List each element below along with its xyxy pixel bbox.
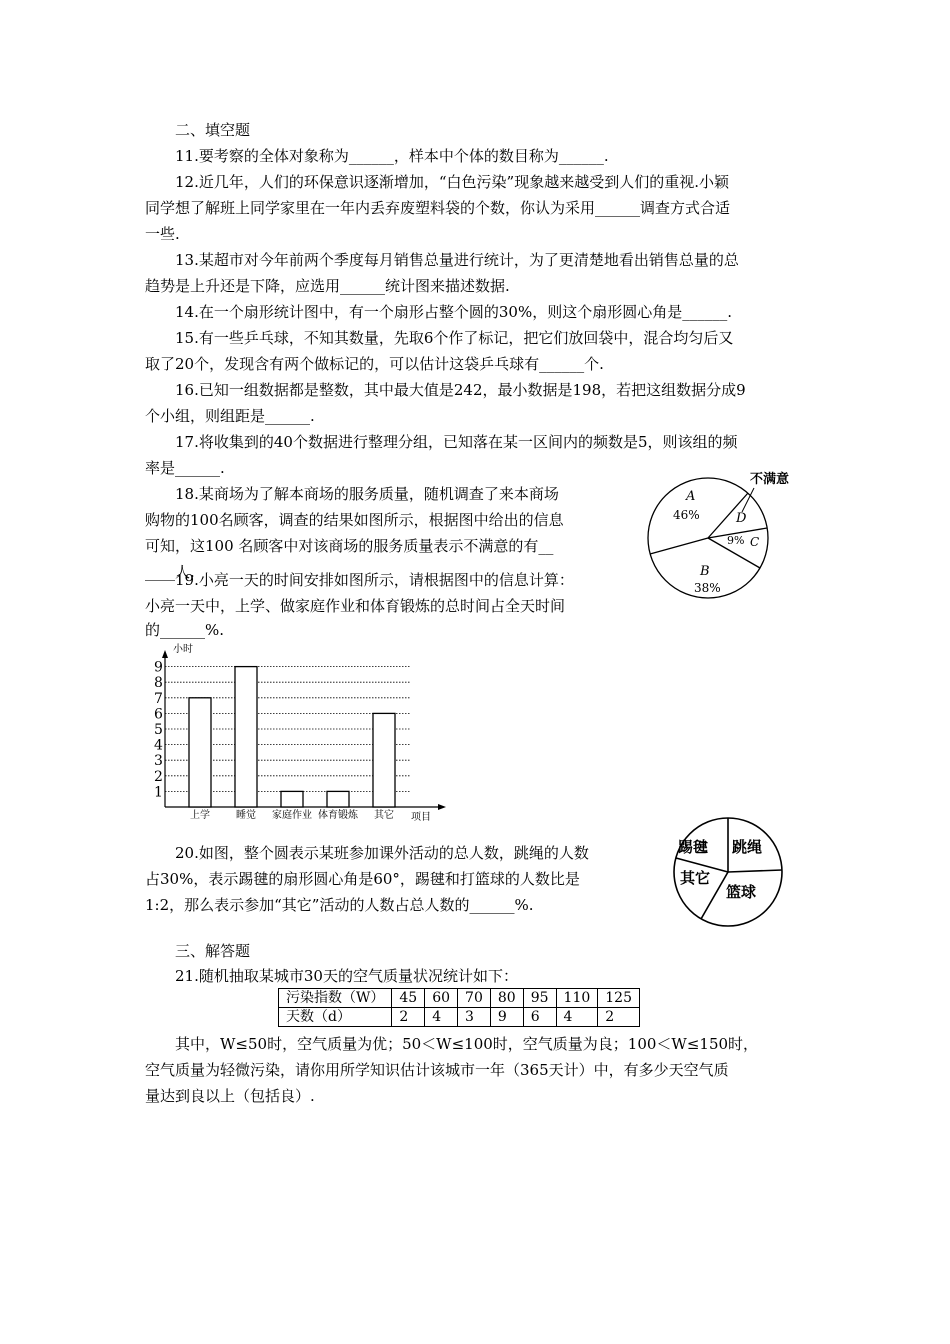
slice-a-label: A [686,489,696,504]
category-label: 上学 [190,810,210,821]
y-tick-label: 1 [154,784,163,801]
table-cell: 80 [490,989,523,1008]
section-title: 二、填空题 [175,121,251,139]
category-label: 睡觉 [236,810,256,821]
slice-b-percent: 38% [694,581,721,595]
table-cell: 45 [392,989,425,1008]
table-cell: 3 [458,1008,491,1027]
question-20-line2: 占30%，表示踢毽的扇形圆心角是60°，踢毽和打篮球的人数比是 [145,870,580,888]
table-cell: 2 [598,1008,640,1027]
slice-tijian-label: 踢毽 [678,838,709,856]
slice-a-percent: 46% [673,508,700,522]
question-12-line1: 12.近几年，人们的环保意识逐渐增加，“白色污染”现象越来越受到人们的重视.小颖 [175,173,729,191]
x-axis-arrow [438,804,446,810]
question-11: 11.要考察的全体对象称为______，样本中个体的数目称为______. [175,147,609,165]
y-tick-label: 5 [154,722,163,738]
time-bar-chart [140,640,460,825]
question-12-line3: 一些. [145,225,180,243]
question-20-line3: 1:2，那么表示参加“其它”活动的人数占总人数的______%. [145,896,534,914]
bar-3 [327,791,349,807]
y-tick-label: 9 [154,659,163,676]
table-cell: 110 [556,989,598,1008]
question-16-line1: 16.已知一组数据都是整数，其中最大值是242，最小数据是198，若把这组数据分成9 [175,381,746,399]
question-21-line2: 空气质量为轻微污染，请你用所学知识估计该城市一年（365天计）中，有多少天空气质 [145,1061,729,1079]
y-tick-label: 6 [154,706,163,723]
bar-0 [189,698,211,807]
question-21-line3: 量达到良以上（包括良）. [145,1087,315,1105]
table-header-cell: 污染指数（W） [279,989,392,1008]
section-title: 三、解答题 [175,942,251,960]
unsatisfied-pointer [742,488,754,512]
question-19-line1: 19.小亮一天的时间安排如图所示，请根据图中的信息计算： [175,571,574,589]
slice-b-label: B [700,564,710,579]
question-18-line2: 购物的100名顾客，调查的结果如图所示，根据图中给出的信息 [145,511,564,529]
y-tick-label: 2 [154,768,163,785]
question-13-line1: 13.某超市对今年前两个季度每月销售总量进行统计，为了更清楚地看出销售总量的总 [175,251,739,269]
table-cell: 60 [425,989,458,1008]
table-cell: 9 [490,1008,523,1027]
question-13-line2: 趋势是上升还是下降，应选用______统计图来描述数据. [145,277,510,295]
table-cell: 2 [392,1008,425,1027]
satisfaction-pie-chart [640,462,810,607]
table-cell: 4 [425,1008,458,1027]
question-18-line3: 可知，这100 名顾客中对该商场的服务质量表示不满意的有__ [145,537,554,555]
x-axis-label: 项目 [411,812,431,823]
table-cell: 70 [458,989,491,1008]
table-cell: 4 [556,1008,598,1027]
bar-4 [373,713,395,807]
slice-qita-label: 其它 [680,869,711,887]
bar-1 [235,667,257,807]
table-cell: 95 [523,989,556,1008]
table-cell: 6 [523,1008,556,1027]
question-12-line2: 同学想了解班上同学家里在一年内丢弃废塑料袋的个数，你认为采用______调查方式合适 [145,199,731,217]
table-row [279,1008,640,1027]
question-17-line1: 17.将收集到的40个数据进行整理分组，已知落在某一区间内的频数是5，则该组的频 [175,433,738,451]
category-label: 其它 [374,810,394,821]
y-tick-label: 8 [154,675,163,692]
question-21-intro: 21.随机抽取某城市30天的空气质量状况统计如下： [175,967,518,985]
slice-c-label: C [750,535,760,549]
y-tick-label: 4 [154,737,163,754]
table-header-cell: 天数（d） [279,1008,392,1027]
unsatisfied-label: 不满意 [750,472,790,487]
question-15-line1: 15.有一些乒乓球，不知其数量，先取6个作了标记，把它们放回袋中，混合均匀后又 [175,329,734,347]
question-21-line1: 其中，W≤50时，空气质量为优；50＜W≤100时，空气质量为良；100＜W≤150时， [175,1035,759,1053]
slice-lanqiu-label: 篮球 [726,883,757,901]
question-18-line1: 18.某商场为了解本商场的服务质量，随机调查了来本商场 [175,485,559,503]
question-18-line4: ____人. [145,563,195,581]
y-tick-label: 3 [154,753,163,770]
slice-d-label: D [736,511,747,526]
y-axis-arrow [162,650,168,658]
slice-tiaosheng-label: 跳绳 [732,838,763,856]
activity-pie-chart [668,810,793,935]
slice-c-percent: 9% [727,534,745,547]
y-axis-label: 小时 [173,644,193,655]
category-label: 体育锻炼 [318,810,358,821]
question-20-line1: 20.如图，整个圆表示某班参加课外活动的总人数，跳绳的人数 [175,844,589,862]
question-19-line2: 小亮一天中，上学、做家庭作业和体育锻炼的总时间占全天时间 [145,597,566,615]
question-16-line2: 个小组，则组距是______. [145,407,315,425]
question-15-line2: 取了20个，发现含有两个做标记的，可以估计这袋乒乓球有______个. [145,355,604,373]
air-quality-table [278,988,640,1027]
pie-divider-right [728,870,782,872]
y-tick-label: 7 [154,690,163,707]
table-cell: 125 [598,989,640,1008]
question-19-line3: 的______%. [145,621,225,639]
table-row [279,989,640,1008]
bar-2 [281,791,303,807]
pie-divider-a-b [650,538,708,554]
question-14: 14.在一个扇形统计图中，有一个扇形占整个圆的30%，则这个扇形圆心角是______. [175,303,732,321]
question-17-line2: 率是______. [145,459,225,477]
category-label: 家庭作业 [272,810,312,821]
